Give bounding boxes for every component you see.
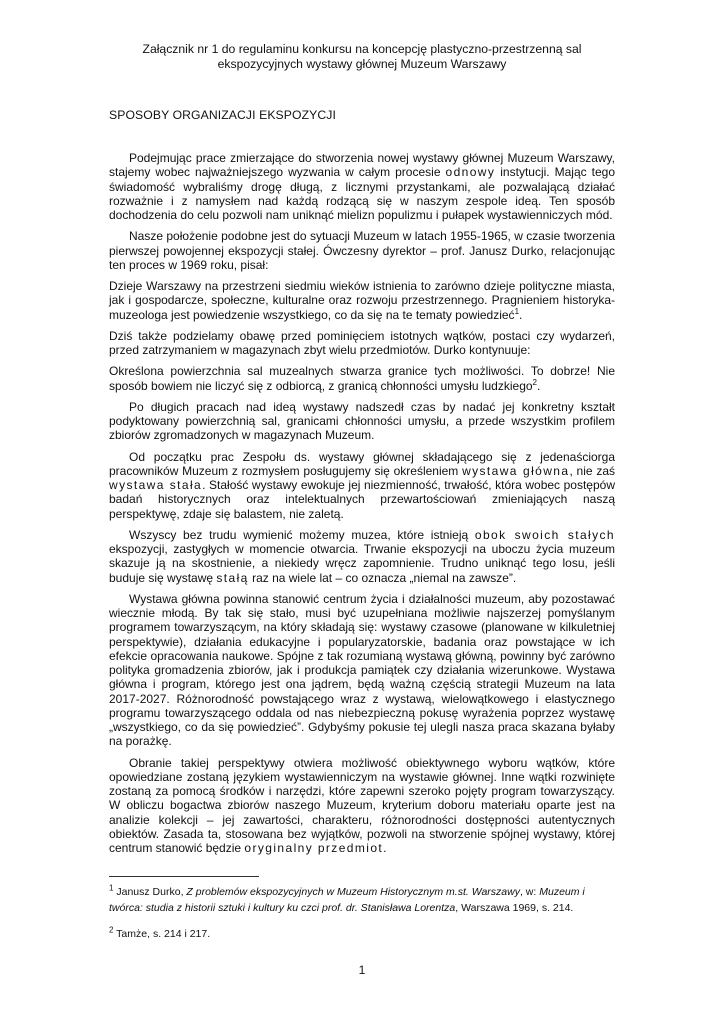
text-run: . Stałość wystawy ewokuje jej niezmienność, trwałość, która wobec postępów badań historycznych oraz intelektualnych przewartościowań zmieniających naszą perspektywę, zdaje się balastem, nie zaletą. <box>109 478 615 521</box>
section-heading: SPOSOBY ORGANIZACJI EKSPOZYCJI <box>109 108 336 122</box>
paragraph-8 <box>109 528 615 585</box>
text-run: . <box>383 841 387 855</box>
spaced-emphasis: odnowy <box>445 165 496 180</box>
spaced-emphasis: oryginalny przedmiot <box>244 841 384 855</box>
spaced-emphasis: obok swoich stałych <box>474 527 615 542</box>
spaced-emphasis: wystawa główna <box>462 463 570 478</box>
footnote-1 <box>109 884 615 916</box>
text-run: Od początku prac Zespołu ds. wystawy głównej składającego się z jedenaściorga pracowników Muzeum z rozmysłem posługujemy się określeniem <box>109 449 615 478</box>
footnotes <box>109 884 615 952</box>
paragraph-9: Wystawa główna powinna stanowić centrum życia i działalności muzeum, aby pozostawać wiecznie młodą. By tak się stało, musi być uzupełniana możliwie najszerzej pomyślanym programem towarzyszącym, na który składają się: wystawy czasowe (planowane w kilkuletniej perspektywie), działania edukacyjne i popularyzatorskie, badania oraz powstające w ich efekcie opracowania naukowe. Spójne z tak rozumianą wystawą główną, powinny być zarówno polityka gromadzenia zbiorów, jak i produkcja pamiątek czy działania wizerunkowe. Wystawa główna i program, którego jest ona jądrem, będą ważną częścią strategii Muzeum na lata 2017-2027. Różnorodność powstającego wraz z wystawą, wielowątkowego i elastycznego programu towarzyszącego oddala od nas niebezpieczną pokusę wyrażenia poprzez wystawę „wszystkiego, co da się powiedzieć”. Gdybyśmy pokusie tej ulegli nasza praca skazana byłaby na porażkę. <box>109 591 615 749</box>
footnote-2 <box>109 926 615 942</box>
text-run: , nie zaś <box>569 463 615 478</box>
text-run: ekspozycji, zastygłych w momencie otwarcia. Trwanie ekspozycji na uboczu życia muzeum skazuje ją na skostnienie, a niekiedy wręcz zapomnienie. Trudno uniknąć tego losu, jeśli buduje się wystawę <box>109 542 615 585</box>
footnote-number: 1 <box>109 883 114 893</box>
body-text <box>109 151 615 862</box>
paragraph-1 <box>109 151 615 222</box>
page-header <box>100 42 624 72</box>
quote-1 <box>109 279 615 322</box>
footnote-ref-1[interactable]: 1 <box>514 306 520 316</box>
spaced-emphasis: stałą <box>216 570 249 585</box>
paragraph-10 <box>109 756 615 856</box>
text-run: , Warszawa 1969, s. 214. <box>455 902 574 914</box>
text-run: Określona powierzchnia sal muzealnych stwarza granice tych możliwości. To dobrze! Nie sposób bowiem nie liczyć się z odbiorcą, z granicą chłonności umysłu ludzkiego <box>109 364 615 393</box>
page-number: 1 <box>358 963 366 977</box>
text-run: Podejmując prace zmierzające do stworzenia nowej wystawy głównej Muzeum Warszawy, stajemy wobec najważniejszego wyzwania w całym procesie <box>109 151 615 180</box>
text-run: Obranie takiej perspektywy otwiera możliwość obiektywnego wyboru wątków, które opowiedziane zostaną językiem wystawienniczym na wystawie głównej. Inne wątki rozwinięte zostaną za pomocą środków i narzędzi, które zapewni szeroko pojęty program towarzyszący. W obliczu bogactwa zbiorów naszego Muzeum, kryterium doboru materiału oparte jest na analizie kolekcji – jej zawartości, charakteru, różnorodności dostępności autentycznych obiektów. Zasada ta, stosowana bez wyjątków, pozwoli na stworzenie spójnej wystawy, której centrum stanowić będzie <box>109 755 615 855</box>
spaced-emphasis: wystawa stała <box>109 478 203 492</box>
paragraph-4: Dziś także podzielamy obawę przed pominięciem istotnych wątków, postaci czy wydarzeń, przed zatrzymaniem w magazynach zbyt wielu przedmiotów. Durko kontynuuje: <box>109 328 615 357</box>
text-run: Dzieje Warszawy na przestrzeni siedmiu wieków istnienia to zarówno dzieje polityczne miasta, jak i gospodarcze, społeczne, kulturalne oraz rozwoju przestrzennego. Pragnieniem historyka-muzeologa jest powiedzenie wszystkiego, co da się na te tematy powiedzieć <box>109 279 615 322</box>
footnote-separator <box>109 876 259 877</box>
paragraph-7 <box>109 450 615 521</box>
text-run: instytucji. Mając tego świadomość wybraliśmy drogę długą, z licznymi przystankami, ale pozwalającą działać rozważnie i z namysłem nad każdą rodzącą się w naszym zespole ideą. Ten sposób dochodzenia do celu pozwoli nam uniknąć mielizn populizmu i pułapek wystawienniczych mód. <box>109 165 615 222</box>
text-run: . <box>537 378 541 393</box>
header-line-2: ekspozycyjnych wystawy głównej Muzeum Warszawy <box>217 57 507 71</box>
text-run: raz na wiele lat – co oznacza „niemal na zawsze”. <box>248 570 517 585</box>
footnote-book: Muzeum i twórca: studia z historii sztuki i kultury ku czci prof. dr. Stanisława Lorentza <box>109 886 585 914</box>
paragraph-2: Nasze położenie podobne jest do sytuacji Muzeum w latach 1955-1965, w czasie tworzenia pierwszej powojennej ekspozycji stałej. Ówczesny dyrektor – prof. Janusz Durko, relacjonując ten proces w 1969 roku, pisał: <box>109 229 615 272</box>
footnote-ref-2[interactable]: 2 <box>532 377 537 387</box>
footnote-number: 2 <box>109 925 114 935</box>
text-run: Wszyscy bez trudu wymienić możemy muzea, które istnieją <box>129 527 475 542</box>
text-run: Tamże, s. 214 i 217. <box>113 928 211 940</box>
paragraph-6: Po długich pracach nad ideą wystawy nadszedł czas by nadać jej konkretny kształt podyktowany powierzchnią sal, granicami chłonności umysłu, a przede wszystkim profilem zbiorów zgromadzonych w magazynach Muzeum. <box>109 399 615 443</box>
header-line-1: Załącznik nr 1 do regulaminu konkursu na koncepcję plastyczno-przestrzenną sal <box>142 42 582 56</box>
text-run: Janusz Durko, <box>113 886 187 898</box>
text-run: . <box>519 307 523 322</box>
footnote-title: Z problemów ekspozycyjnych w Muzeum Historycznym m.st. Warszawy <box>186 886 520 898</box>
quote-2 <box>109 364 615 393</box>
text-run: , w: <box>519 886 540 898</box>
